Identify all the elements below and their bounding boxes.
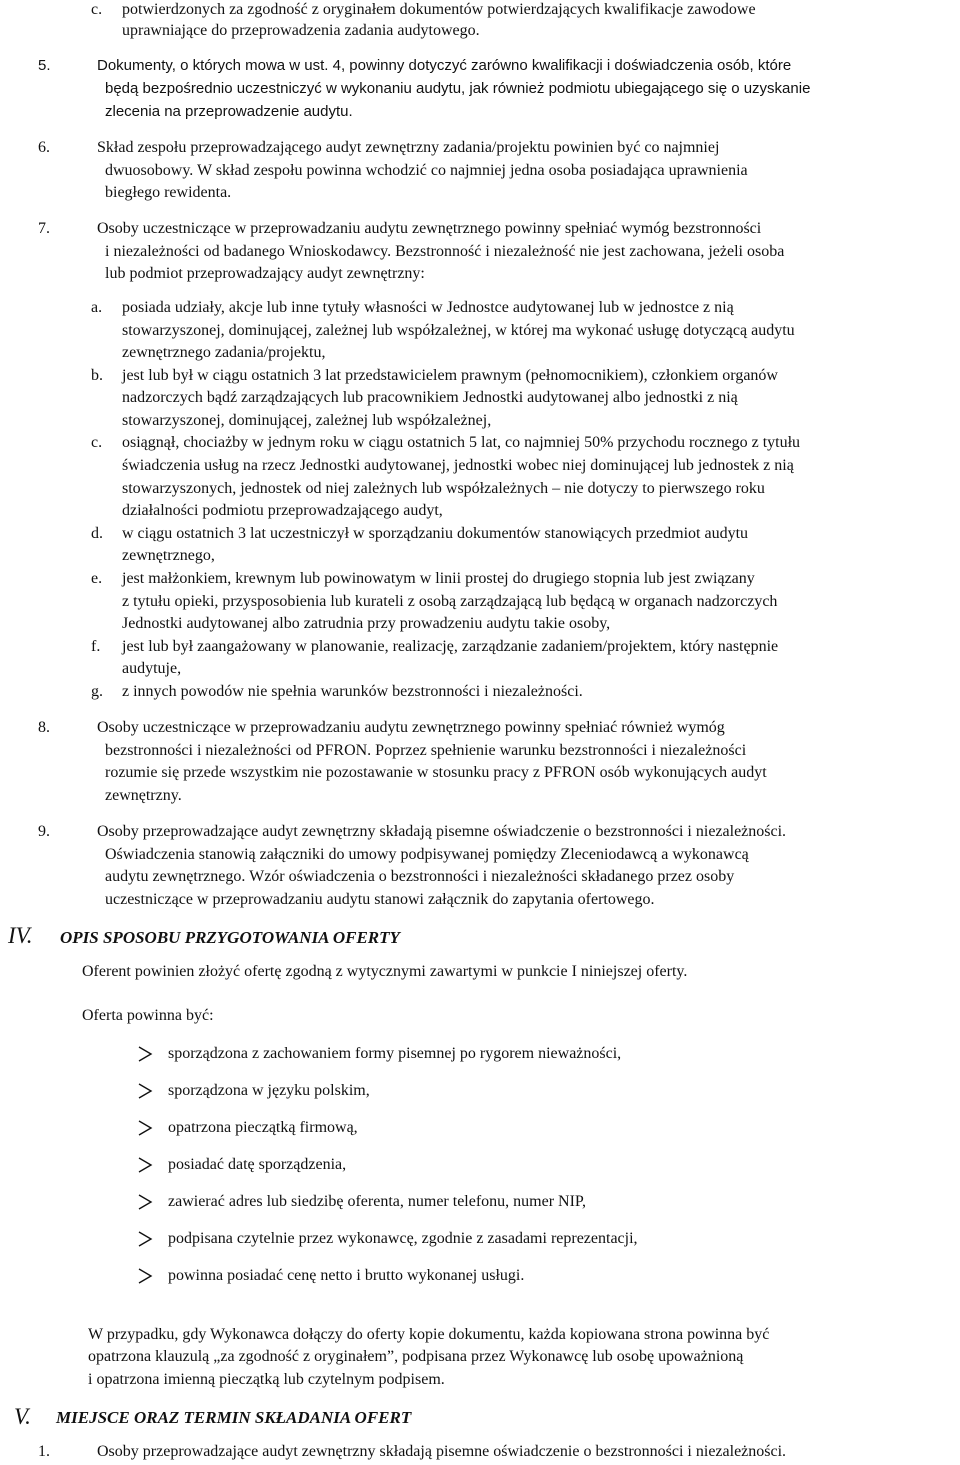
- subitem-label: e.: [91, 570, 103, 587]
- list-item: podpisana czytelnie przez wykonawcę, zgodnie z zasadami reprezentacji,: [168, 1230, 638, 1247]
- text-line: rozumie się przede wszystkim nie pozostawanie w stosunku pracy z PFRON osób wykonujących audyt: [105, 764, 767, 781]
- text-line: zewnętrzny.: [105, 787, 182, 804]
- item-number: 9.: [38, 823, 50, 840]
- text-line: W przypadku, gdy Wykonawca dołączy do oferty kopie dokumentu, każda kopiowana strona powinna być: [88, 1326, 770, 1343]
- arrowhead-bullet-icon: [137, 1045, 153, 1063]
- subitem-label: a.: [91, 299, 103, 316]
- arrowhead-bullet-icon: [137, 1119, 153, 1137]
- text-line: Oferta powinna być:: [82, 1007, 214, 1024]
- text-line: w ciągu ostatnich 3 lat uczestniczył w sporządzaniu dokumentów stanowiących przedmiot audytu: [122, 525, 749, 542]
- text-line: świadczenia usług na rzecz Jednostki audytowanej, jednostki wobec niej dominującej lub jednostek z nią: [122, 457, 794, 474]
- list-item: zawierać adres lub siedzibę oferenta, numer telefonu, numer NIP,: [168, 1193, 587, 1210]
- text-line: posiada udziały, akcje lub inne tytuły własności w Jednostce audytowanej lub w jednostce z nią: [122, 299, 734, 316]
- item-number: 6.: [38, 139, 50, 156]
- list-item: sporządzona z zachowaniem formy pisemnej po rygorem nieważności,: [168, 1045, 622, 1062]
- item-number: 7.: [38, 220, 50, 237]
- text-line: uczestniczące w przeprowadzaniu audytu stanowi załącznik do zapytania ofertowego.: [105, 891, 655, 908]
- text-line: Skład zespołu przeprowadzającego audyt zewnętrzny zadania/projektu powinien być co najmniej: [97, 139, 720, 156]
- arrowhead-bullet-icon: [137, 1267, 153, 1285]
- text-line: nadzorczych bądź zarządzających lub pracownikiem Jednostki audytowanej albo jednostki z nią: [122, 389, 738, 406]
- item-label: c.: [91, 1, 103, 18]
- text-line: osiągnął, chociażby w jednym roku w ciągu ostatnich 5 lat, co najmniej 50% przychodu rocznego z tytułu: [122, 434, 801, 451]
- text-line: stowarzyszonej, dominującej, zależnej lub współzależnej,: [122, 412, 492, 429]
- arrowhead-bullet-icon: [137, 1193, 153, 1211]
- arrowhead-bullet-icon: [137, 1230, 153, 1248]
- text-line: z innych powodów nie spełnia warunków bezstronności i niezależności.: [122, 683, 583, 700]
- text-line: działalności podmiotu przeprowadzającego audyt,: [122, 502, 443, 519]
- text-line: zewnętrznego zadania/projektu,: [122, 344, 326, 361]
- text-line: Oferent powinien złożyć ofertę zgodną z wytycznymi zawartymi w punkcie I niniejszej oferty.: [82, 963, 688, 980]
- list-item: powinna posiadać cenę netto i brutto wykonanej usługi.: [168, 1267, 525, 1284]
- list-item: sporządzona w języku polskim,: [168, 1082, 370, 1099]
- section-numeral: IV.: [8, 923, 33, 948]
- text-line: będą bezpośrednio uczestniczyć w wykonaniu audytu, jak również podmiotu ubiegającego się o uzyskanie: [105, 80, 811, 97]
- item-number: 5.: [38, 57, 51, 74]
- text-line: audytu zewnętrznego. Wzór oświadczenia o bezstronności i niezależności składanego przez osoby: [105, 868, 735, 885]
- subitem-label: c.: [91, 434, 103, 451]
- text-line: i opatrzona imienną pieczątką lub czytelnym podpisem.: [88, 1371, 445, 1388]
- text-line: Osoby przeprowadzające audyt zewnętrzny składają pisemne oświadczenie o bezstronności i niezależności.: [97, 823, 787, 840]
- text-line: Osoby przeprowadzające audyt zewnętrzny składają pisemne oświadczenie o bezstronności i niezależności.: [97, 1443, 787, 1460]
- item-number: 8.: [38, 719, 50, 736]
- subitem-label: g.: [91, 683, 103, 700]
- subitem-label: b.: [91, 367, 103, 384]
- text-line: zewnętrznego,: [122, 547, 215, 564]
- text-line: opatrzona klauzulą „za zgodność z oryginałem”, podpisana przez Wykonawcę lub osobę upoważnioną: [88, 1348, 744, 1365]
- text-line: stowarzyszonych, jednostek od niej zależnych lub współzależnych – nie dotyczy to pierwszego roku: [122, 480, 765, 497]
- text-line: jest lub był w ciągu ostatnich 3 lat przedstawicielem prawnym (pełnomocnikiem), członkiem organów: [122, 367, 778, 384]
- section-numeral: V.: [14, 1404, 31, 1429]
- list-item: opatrzona pieczątką firmową,: [168, 1119, 358, 1136]
- text-line: Dokumenty, o których mowa w ust. 4, powinny dotyczyć zarówno kwalifikacji i doświadczenia osób, które: [97, 57, 792, 74]
- text-line: stowarzyszonej, dominującej, zależnej lub współzależnej, w której ma wykonać usługę dotyczącą audytu: [122, 322, 795, 339]
- text-line: Osoby uczestniczące w przeprowadzaniu audytu zewnętrznego powinny spełniać wymóg bezstronności: [97, 220, 762, 237]
- subitem-label: f.: [91, 638, 101, 655]
- item-number: 1.: [38, 1443, 50, 1460]
- text-line: audytuje,: [122, 660, 182, 677]
- text-line: bezstronności i niezależności od PFRON. Poprzez spełnienie warunku bezstronności i niezależności: [105, 742, 747, 759]
- text-line: i niezależności od badanego Wnioskodawcy. Bezstronność i niezależność nie jest zachowana, jeżeli osoba: [105, 243, 785, 260]
- subitem-label: d.: [91, 525, 103, 542]
- text-line: dwuosobowy. W skład zespołu powinna wchodzić co najmniej jedna osoba posiadająca uprawnienia: [105, 162, 748, 179]
- text-line: z tytułu opieki, przysposobienia lub kurateli z osobą zarządzającą lub będącą w organach nadzorczych: [122, 593, 778, 610]
- text-line: jest lub był zaangażowany w planowanie, realizację, zarządzanie zadaniem/projektem, który następnie: [122, 638, 779, 655]
- text-line: Oświadczenia stanowią załączniki do umowy podpisywanej pomiędzy Zleceniodawcą a wykonawcą: [105, 846, 749, 863]
- arrowhead-bullet-icon: [137, 1082, 153, 1100]
- section-title: OPIS SPOSOBU PRZYGOTOWANIA OFERTY: [60, 928, 400, 947]
- text-line: Jednostki audytowanej albo zatrudnia przy prowadzeniu audytu takie osoby,: [122, 615, 611, 632]
- section-title: MIEJSCE ORAZ TERMIN SKŁADANIA OFERT: [56, 1408, 412, 1427]
- text-line: uprawniające do przeprowadzenia zadania audytowego.: [122, 22, 480, 39]
- arrowhead-bullet-icon: [137, 1156, 153, 1174]
- text-line: biegłego rewidenta.: [105, 184, 232, 201]
- text-line: zlecenia na przeprowadzenie audytu.: [105, 103, 353, 120]
- text-line: lub podmiot przeprowadzający audyt zewnętrzny:: [105, 265, 425, 282]
- list-item: posiadać datę sporządzenia,: [168, 1156, 347, 1173]
- text-line: Osoby uczestniczące w przeprowadzaniu audytu zewnętrznego powinny spełniać również wymóg: [97, 719, 725, 736]
- text-line: jest małżonkiem, krewnym lub powinowatym w linii prostej do drugiego stopnia lub jest związany: [122, 570, 755, 587]
- text-line: potwierdzonych za zgodność z oryginałem dokumentów potwierdzających kwalifikacje zawodowe: [122, 1, 756, 18]
